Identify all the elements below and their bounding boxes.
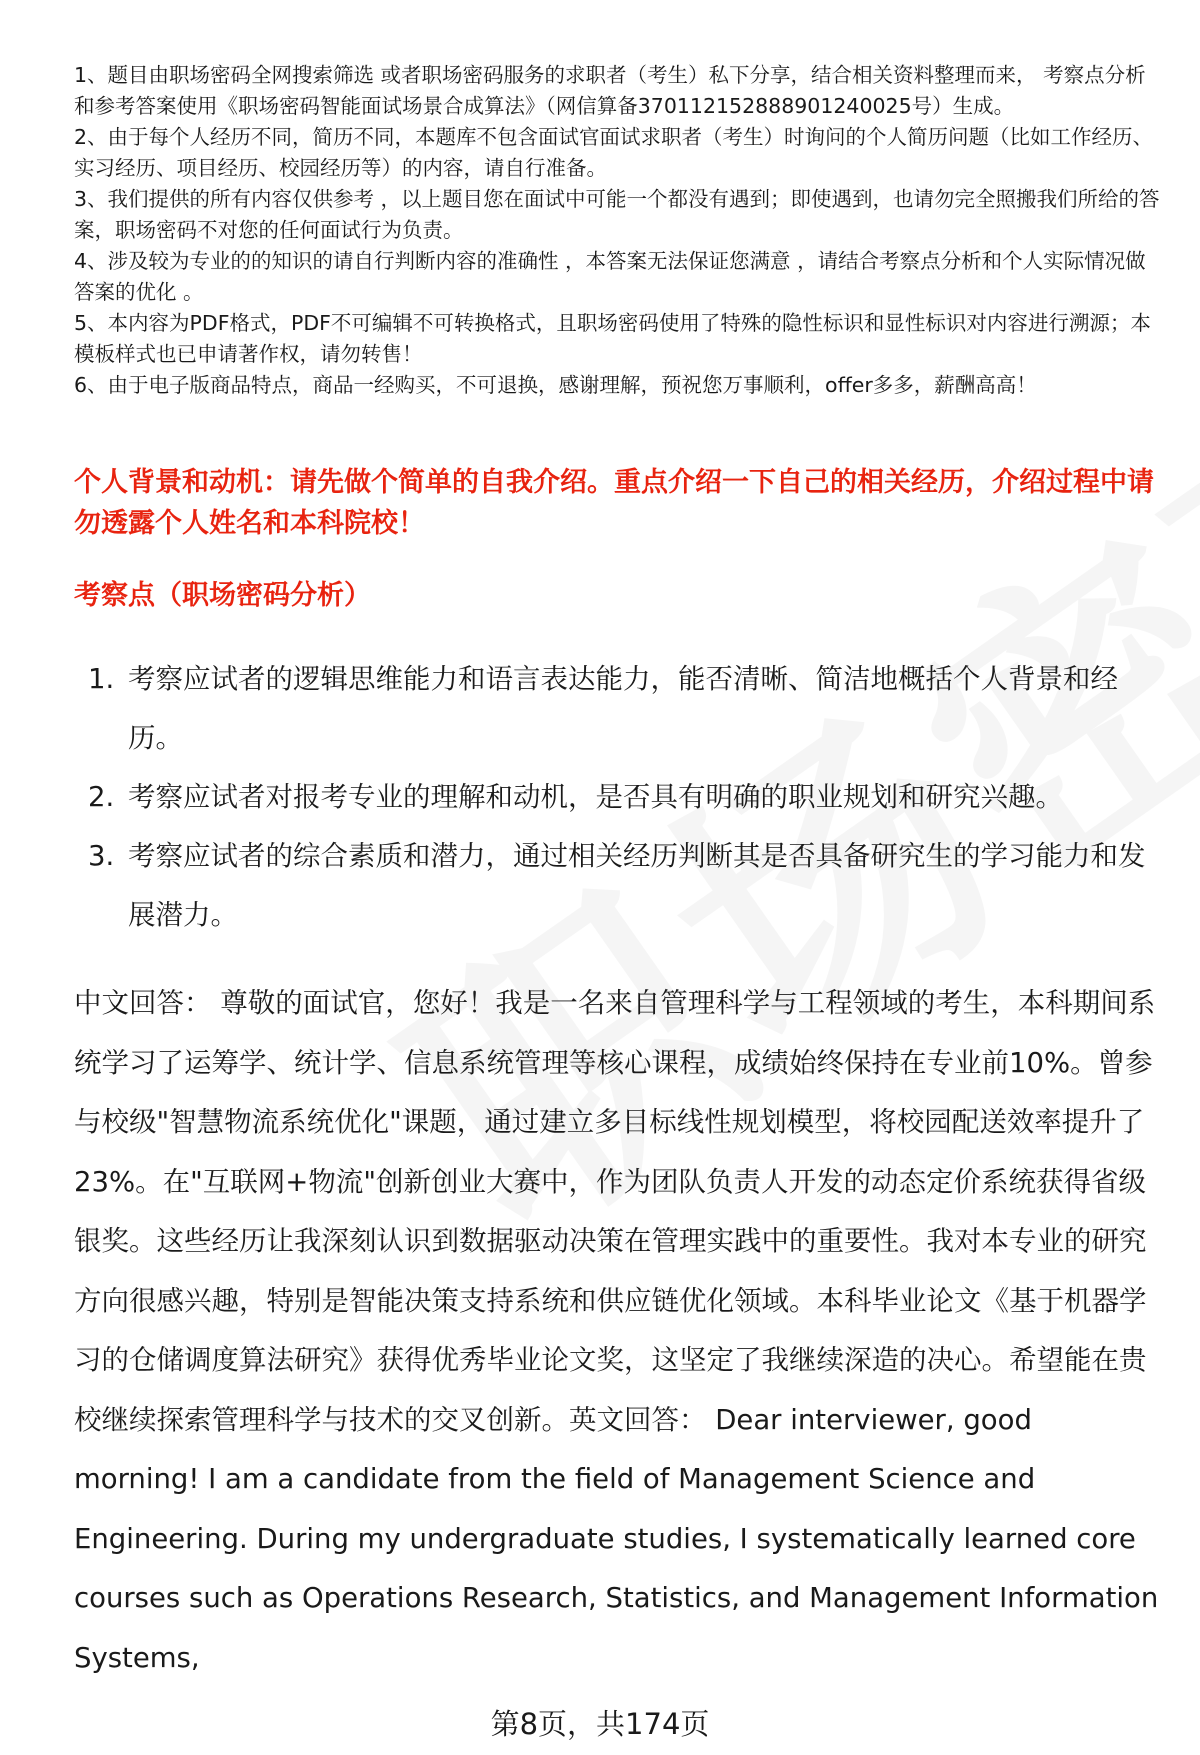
key-point-number: 3. [88, 840, 115, 872]
key-point-item [74, 650, 1164, 768]
notice-item: 2、由于每个人经历不同，简历不同，本题库不包含面试官面试求职者（考生）时询问的个人简历问题（比如工作经历、实习经历、项目经历、校园经历等）的内容，请自行准备。 [74, 125, 1154, 180]
notice-item: 6、由于电子版商品特点，商品一经购买，不可退换，感谢理解，预祝您万事顺利，offer多多，薪酬高高！ [74, 373, 1037, 397]
key-point-text: 考察应试者的逻辑思维能力和语言表达能力，能否清晰、简洁地概括个人背景和经历。 [128, 663, 1118, 754]
page-number-footer: 第8页，共174页 [490, 1707, 710, 1741]
notice-item: 1、题目由职场密码全网搜索筛选 或者职场密码服务的求职者（考生）私下分享，结合相关资料整理而来， 考察点分析和参考答案使用《职场密码智能面试场景合成算法》（网信算备370112152888901240025号）生成。 [74, 63, 1146, 118]
key-point-item [74, 768, 1164, 827]
key-point-text: 考察应试者对报考专业的理解和动机，是否具有明确的职业规划和研究兴趣。 [128, 781, 1063, 813]
notice-item: 4、涉及较为专业的的知识的请自行判断内容的准确性 ，本答案无法保证您满意 ，请结合考察点分析和个人实际情况做答案的优化 。 [74, 249, 1146, 304]
question-title: 个人背景和动机：请先做个简单的自我介绍。重点介绍一下自己的相关经历，介绍过程中请勿透露个人姓名和本科院校！ [74, 467, 1154, 539]
key-point-number: 2. [88, 781, 115, 813]
key-point-number: 1. [88, 663, 115, 695]
key-point-text: 考察应试者的综合素质和潜力，通过相关经历判断其是否具备研究生的学习能力和发展潜力。 [128, 840, 1146, 931]
notice-item: 5、本内容为PDF格式，PDF不可编辑不可转换格式，且职场密码使用了特殊的隐性标识和显性标识对内容进行溯源；本模板样式也已申请著作权，请勿转售！ [74, 311, 1151, 366]
key-point-item [74, 827, 1164, 945]
key-points-heading: 考察点（职场密码分析） [74, 580, 371, 611]
answer-text: 中文回答： 尊敬的面试官，您好！我是一名来自管理科学与工程领域的考生，本科期间系统学习了运筹学、统计学、信息系统管理等核心课程，成绩始终保持在专业前10%。曾参与校级"智慧物流系统优化"课题，通过建立多目标线性规划模型，将校园配送效率提升了23%。在"互联网+物流"创新创业大赛中，作为团队负责人开发的动态定价系统获得省级银奖。这些经历让我深刻认识到数据驱动决策在管理实践中的重要性。我对本专业的研究方向很感兴趣，特别是智能决策支持系统和供应链优化领域。本科毕业论文《基于机器学习的仓储调度算法研究》获得优秀毕业论文奖，这坚定了我继续深造的决心。希望能在贵校继续探索管理科学与技术的交叉创新。英文回答： Dear interviewer, good morning! I am a candidate from the field of Management Science and Engineering. During my undergraduate studies, I systematically learned core courses such as Operations Research, Statistics, and Management Information Systems, [74, 987, 1159, 1674]
notice-item: 3、我们提供的所有内容仅供参考 ，以上题目您在面试中可能一个都没有遇到；即使遇到，也请勿完全照搬我们所给的答案，职场密码不对您的任何面试行为负责。 [74, 187, 1160, 242]
notice-list [74, 60, 1164, 401]
key-points-list [74, 650, 1164, 945]
